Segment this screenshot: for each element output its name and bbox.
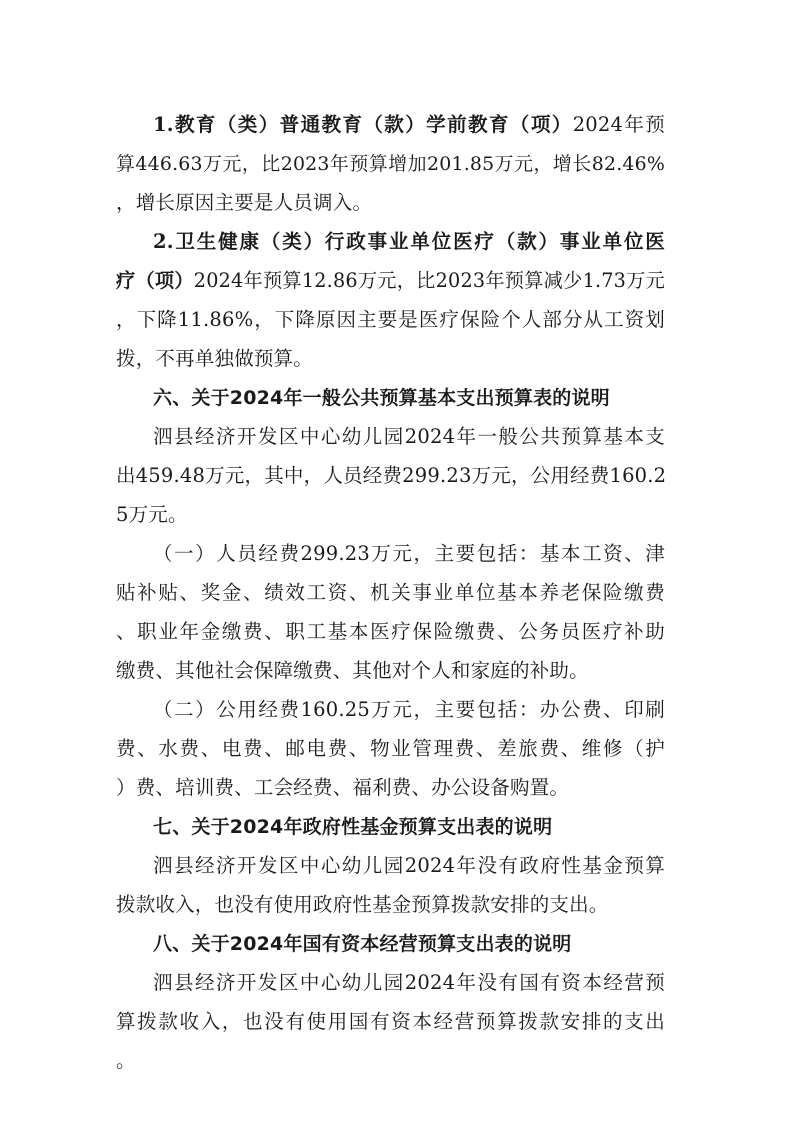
section6-p3-line2: 费、水费、电费、邮电费、物业管理费、差旅费、维修（护 (116, 737, 665, 760)
section6-p1-line1: 泗县经济开发区中心幼儿园2024年一般公共预算基本支 (153, 425, 665, 448)
item2-line2 (116, 268, 665, 294)
item1-line2: 算446.63万元，比2023年预算增加201.85万元，增长82.46% (116, 153, 665, 175)
section6-p2-line3: 、职业年金缴费、职工基本医疗保险缴费、公务员医疗补助 (116, 620, 665, 643)
section7-line1: 泗县经济开发区中心幼儿园2024年没有政府性基金预算 (153, 854, 665, 877)
item1-line3: ，增长原因主要是人员调入。 (116, 191, 373, 214)
item1-title: 1.教育（类）普通教育（款）学前教育（项） (153, 113, 573, 136)
section6-p1-line3: 5万元。 (116, 503, 188, 526)
section7-heading: 七、关于2024年政府性基金预算支出表的说明 (153, 816, 553, 838)
item2-line3: ，下降11.86%，下降原因主要是医疗保险个人部分从工资划 (116, 308, 665, 331)
section6-p3-line1: （二）公用经费160.25万元，主要包括：办公费、印刷 (153, 698, 665, 721)
section6-p2-line4: 缴费、其他社会保障缴费、其他对个人和家庭的补助。 (116, 659, 589, 682)
section6-p2-line2: 贴补贴、奖金、绩效工资、机关事业单位基本养老保险缴费 (116, 581, 665, 604)
item2-title-tail: 疗（项） (116, 269, 194, 292)
item2-line1: 2.卫生健康（类）行政事业单位医疗（款）事业单位医 (153, 230, 665, 253)
section6-heading: 六、关于2024年一般公共预算基本支出预算表的说明 (153, 387, 610, 409)
section8-line1: 泗县经济开发区中心幼儿园2024年没有国有资本经营预 (153, 971, 665, 994)
item1-line1 (153, 112, 665, 138)
section6-p2-line1: （一）人员经费299.23万元，主要包括：基本工资、津 (153, 542, 665, 565)
section8-line2: 算拨款收入，也没有使用国有资本经营预算拨款安排的支出 (116, 1010, 665, 1033)
section6-p1-line2: 出459.48万元，其中，人员经费299.23万元，公用经费160.2 (116, 464, 667, 487)
section8-heading: 八、关于2024年国有资本经营预算支出表的说明 (153, 933, 572, 955)
section6-p3-line3: ）费、培训费、工会经费、福利费、办公设备购置。 (116, 776, 570, 799)
item2-line2-rest: 2024年预算12.86万元，比2023年预算减少1.73万元 (193, 269, 665, 292)
item1-line1-rest: 2024年预 (572, 113, 665, 136)
section7-line2: 拨款收入，也没有使用政府性基金预算拨款安排的支出。 (116, 893, 609, 916)
item2-line4: 拨，不再单独做预算。 (116, 347, 314, 370)
section8-line3: 。 (116, 1049, 136, 1072)
